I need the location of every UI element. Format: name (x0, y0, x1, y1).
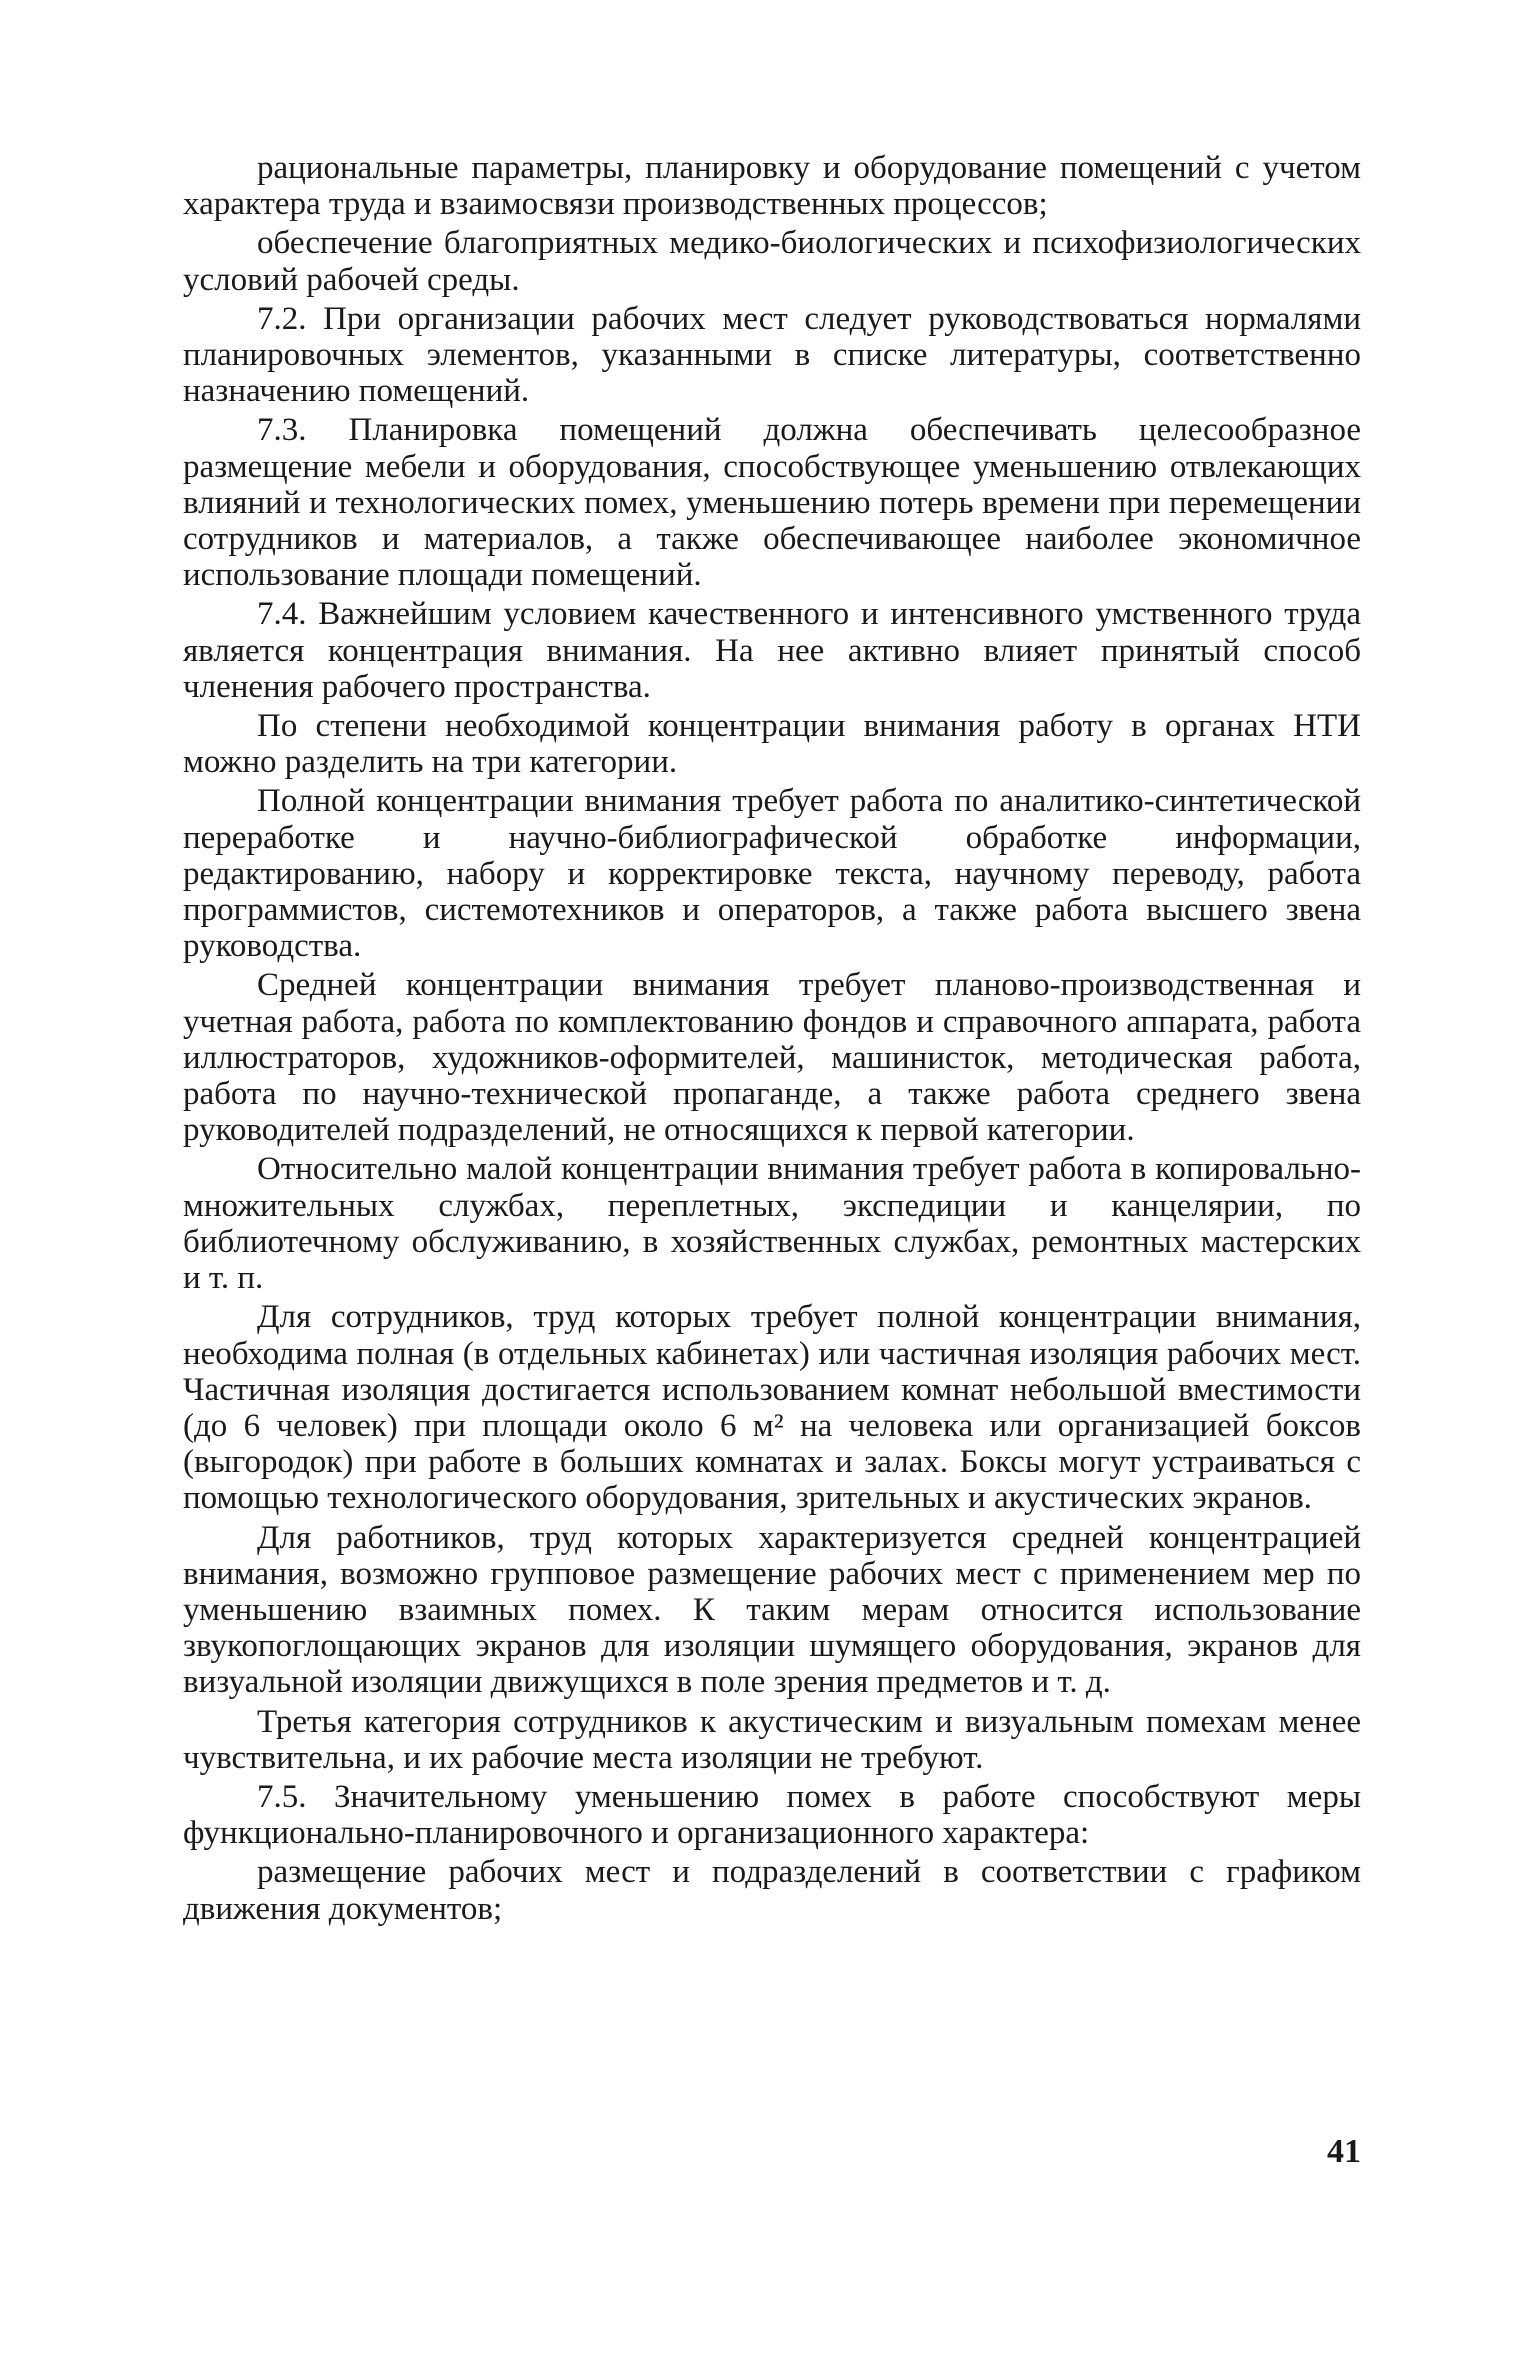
page-body (183, 150, 1361, 1927)
paragraph-7-5: 7.5. Значительному уменьшению помех в работе способствуют меры функционально-планировочного и организационного характера: (183, 1778, 1361, 1852)
paragraph-low-concentration: Относительно малой концентрации внимания требует работа в копировально-множительных службах, переплетных, экспедиции и канцелярии, по библиотечному обслуживанию, в хозяйственных службах, ремонтных мастерских и т. п. (183, 1151, 1361, 1297)
paragraph-full-concentration: Полной концентрации внимания требует работа по аналитико-синтетической переработке и научно-библиографической обработке информации, редактированию, набору и корректировке текста, научному переводу, работа программистов, системотехников и операторов, а также работа высшего звена руководства. (183, 783, 1361, 965)
paragraph-7-2: 7.2. При организации рабочих мест следует руководствоваться нормалями планировочных элементов, указанными в списке литературы, соответственно назначению помещений. (183, 300, 1361, 410)
paragraph-placement: размещение рабочих мест и подразделений в соответствии с графиком движения документов; (183, 1854, 1361, 1927)
paragraph-third-category: Третья категория сотрудников к акустическим и визуальным помехам менее чувствительна, и их рабочие места изоляции не требуют. (183, 1703, 1361, 1776)
paragraph-medium-concentration: Средней концентрации внимания требует планово-производственная и учетная работа, работа по комплектованию фондов и справочного аппарата, работа иллюстраторов, художников-оформителей, машинисток, методическая работа, работа по научно-технической пропаганде, а также работа среднего звена руководителей подразделений, не относящихся к первой категории. (183, 967, 1361, 1149)
paragraph-2: обеспечение благоприятных медико-биологических и психофизиологических условий рабочей среды. (183, 225, 1361, 298)
paragraph-7-4: 7.4. Важнейшим условием качественного и интенсивного умственного труда является концентрация внимания. На нее активно влияет принятый способ членения рабочего пространства. (183, 596, 1361, 705)
page-number: 41 (1327, 2133, 1361, 2170)
paragraph-categories-intro: По степени необходимой концентрации внимания работу в органах НТИ можно разделить на три категории. (183, 708, 1361, 781)
paragraph-isolation-full: Для сотрудников, труд которых требует полной концентрации внимания, необходима полная (в отдельных кабинетах) или частичная изоляция рабочих мест. Частичная изоляция достигается использованием комнат небольшой вместимости (до 6 человек) при площади около 6 м² на человека или организацией боксов (выгородок) при работе в больших комнатах и залах. Боксы могут устраиваться с помощью технологического оборудования, зрительных и акустических экранов. (183, 1299, 1361, 1517)
paragraph-isolation-medium: Для работников, труд которых характеризуется средней концентрацией внимания, возможно групповое размещение рабочих мест с применением мер по уменьшению взаимных помех. К таким мерам относится использование звукопоглощающих экранов для изоляции шумящего оборудования, экранов для визуальной изоляции движущихся в поле зрения предметов и т. д. (183, 1519, 1361, 1701)
paragraph-7-3: 7.3. Планировка помещений должна обеспечивать целесообразное размещение мебели и оборудования, способствующее уменьшению отвлекающих влияний и технологических помех, уменьшению потерь времени при перемещении сотрудников и материалов, а также обеспечивающее наиболее экономичное использование площади помещений. (183, 412, 1361, 594)
paragraph-1: рациональные параметры, планировку и оборудование помещений с учетом характера труда и взаимосвязи производственных процессов; (183, 150, 1361, 223)
